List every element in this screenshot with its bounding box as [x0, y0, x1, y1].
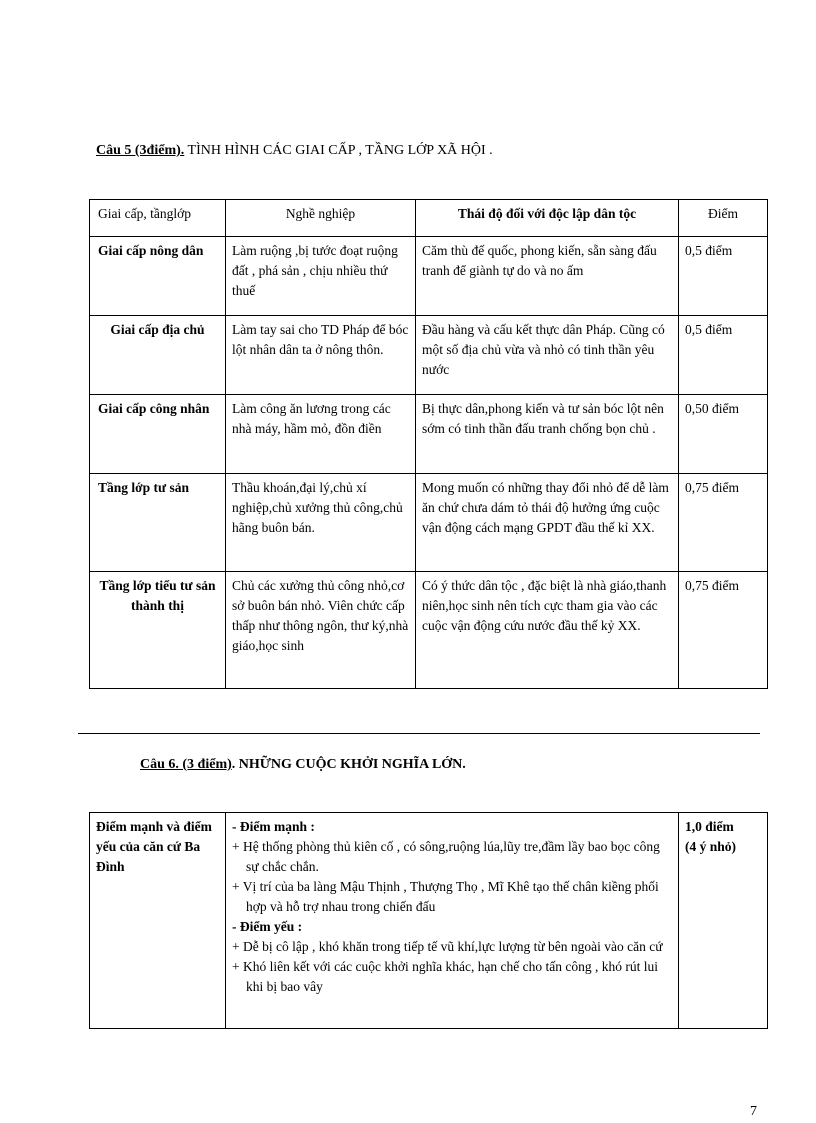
- row-job: Chủ các xưởng thủ công nhỏ,cơ sở buôn bán nhỏ. Viên chức cấp thấp như thông ngôn, thư ký,nhà giáo,học sinh: [226, 572, 416, 689]
- row-class: Giai cấp địa chủ: [90, 316, 226, 395]
- section5-question-label: Câu 5 (3điểm).: [96, 143, 185, 158]
- row-job: Thầu khoán,đại lý,chủ xí nghiệp,chủ xưởng thủ công,chủ hãng buôn bán.: [226, 474, 416, 572]
- row-score: 0,75 điểm: [679, 474, 768, 572]
- table-row: [90, 237, 768, 316]
- row-score: 0,5 điểm: [679, 237, 768, 316]
- content-cell: [226, 813, 679, 1029]
- section6-title: . NHỮNG CUỘC KHỞI NGHĨA LỚN.: [231, 757, 466, 772]
- row-class: Giai cấp nông dân: [90, 237, 226, 316]
- row-attitude: Mong muốn có những thay đổi nhỏ để dễ làm ăn chứ chưa dám tỏ thái độ hưởng ứng cuộc vận động cách mạng GPDT đầu thế kỉ XX.: [416, 474, 679, 572]
- section5-title: TÌNH HÌNH CÁC GIAI CẤP , TẦNG LỚP XÃ HỘI .: [187, 143, 493, 158]
- table-row: [90, 395, 768, 474]
- row-attitude: Căm thù đế quốc, phong kiến, sẵn sàng đấu tranh để giành tự do và no ấm: [416, 237, 679, 316]
- header-class: Giai cấp, tầnglớp: [90, 200, 226, 237]
- row-job: Làm tay sai cho TD Pháp để bóc lột nhân dân ta ở nông thôn.: [226, 316, 416, 395]
- row-class: Tầng lớp tư sản: [90, 474, 226, 572]
- topic-cell: Điểm mạnh và điểm yếu của căn cứ Ba Đình: [90, 813, 226, 1029]
- table-row: [90, 813, 768, 1029]
- weakness-item: + Khó liên kết với các cuộc khởi nghĩa khác, hạn chế cho tấn công , khó rút lui khi bị bao vây: [232, 959, 659, 994]
- header-score: Điểm: [679, 200, 768, 237]
- table-header-row: [90, 200, 768, 237]
- row-class: Tầng lớp tiểu tư sản thành thị: [90, 572, 226, 689]
- strength-item: + Hệ thống phòng thủ kiên cố , có sông,ruộng lúa,lũy tre,đầm lầy bao bọc công sự chắc chắn.: [232, 839, 660, 874]
- row-attitude: Bị thực dân,phong kiến và tư sản bóc lột nên sớm có tinh thần đấu tranh chống bọn chủ .: [416, 395, 679, 474]
- score-cell: [679, 813, 768, 1029]
- row-score: 0,75 điểm: [679, 572, 768, 689]
- score-value: 1,0 điểm: [685, 819, 734, 834]
- row-job: Làm công ăn lương trong các nhà máy, hầm mỏ, đồn điền: [226, 395, 416, 474]
- score-note: (4 ý nhỏ): [685, 839, 737, 854]
- social-classes-table: [89, 199, 768, 689]
- row-score: 0,50 điểm: [679, 395, 768, 474]
- weaknesses-label: - Điểm yếu :: [232, 919, 303, 934]
- section-divider: [78, 733, 760, 734]
- row-score: 0,5 điểm: [679, 316, 768, 395]
- table-row: [90, 316, 768, 395]
- section5-heading: [96, 143, 493, 159]
- table-row: [90, 572, 768, 689]
- header-job: Nghề nghiệp: [226, 200, 416, 237]
- row-attitude: Đầu hàng và cấu kết thực dân Pháp. Cũng có một số địa chủ vừa và nhỏ có tinh thần yêu nước: [416, 316, 679, 395]
- weakness-item: + Dễ bị cô lập , khó khăn trong tiếp tế vũ khí,lực lượng từ bên ngoài vào căn cứ: [232, 939, 663, 954]
- strengths-label: - Điểm mạnh :: [232, 819, 315, 834]
- ba-dinh-table: [89, 812, 768, 1029]
- section6-heading: [140, 757, 466, 773]
- header-attitude: Thái độ đối với độc lập dân tộc: [416, 200, 679, 237]
- section6-question-label: Câu 6. (3 điểm): [140, 757, 232, 772]
- row-class: Giai cấp công nhân: [90, 395, 226, 474]
- row-job: Làm ruộng ,bị tước đoạt ruộng đất , phá sản , chịu nhiều thứ thuế: [226, 237, 416, 316]
- strength-item: + Vị trí của ba làng Mậu Thịnh , Thượng Thọ , Mĩ Khê tạo thế chân kiềng phối hợp và hỗ trợ nhau trong chiến đấu: [232, 879, 659, 914]
- row-attitude: Có ý thức dân tộc , đặc biệt là nhà giáo,thanh niên,học sinh nên tích cực tham gia vào các cuộc vận động cứu nước đầu thế kỷ XX.: [416, 572, 679, 689]
- page-number: 7: [750, 1104, 757, 1119]
- table-row: [90, 474, 768, 572]
